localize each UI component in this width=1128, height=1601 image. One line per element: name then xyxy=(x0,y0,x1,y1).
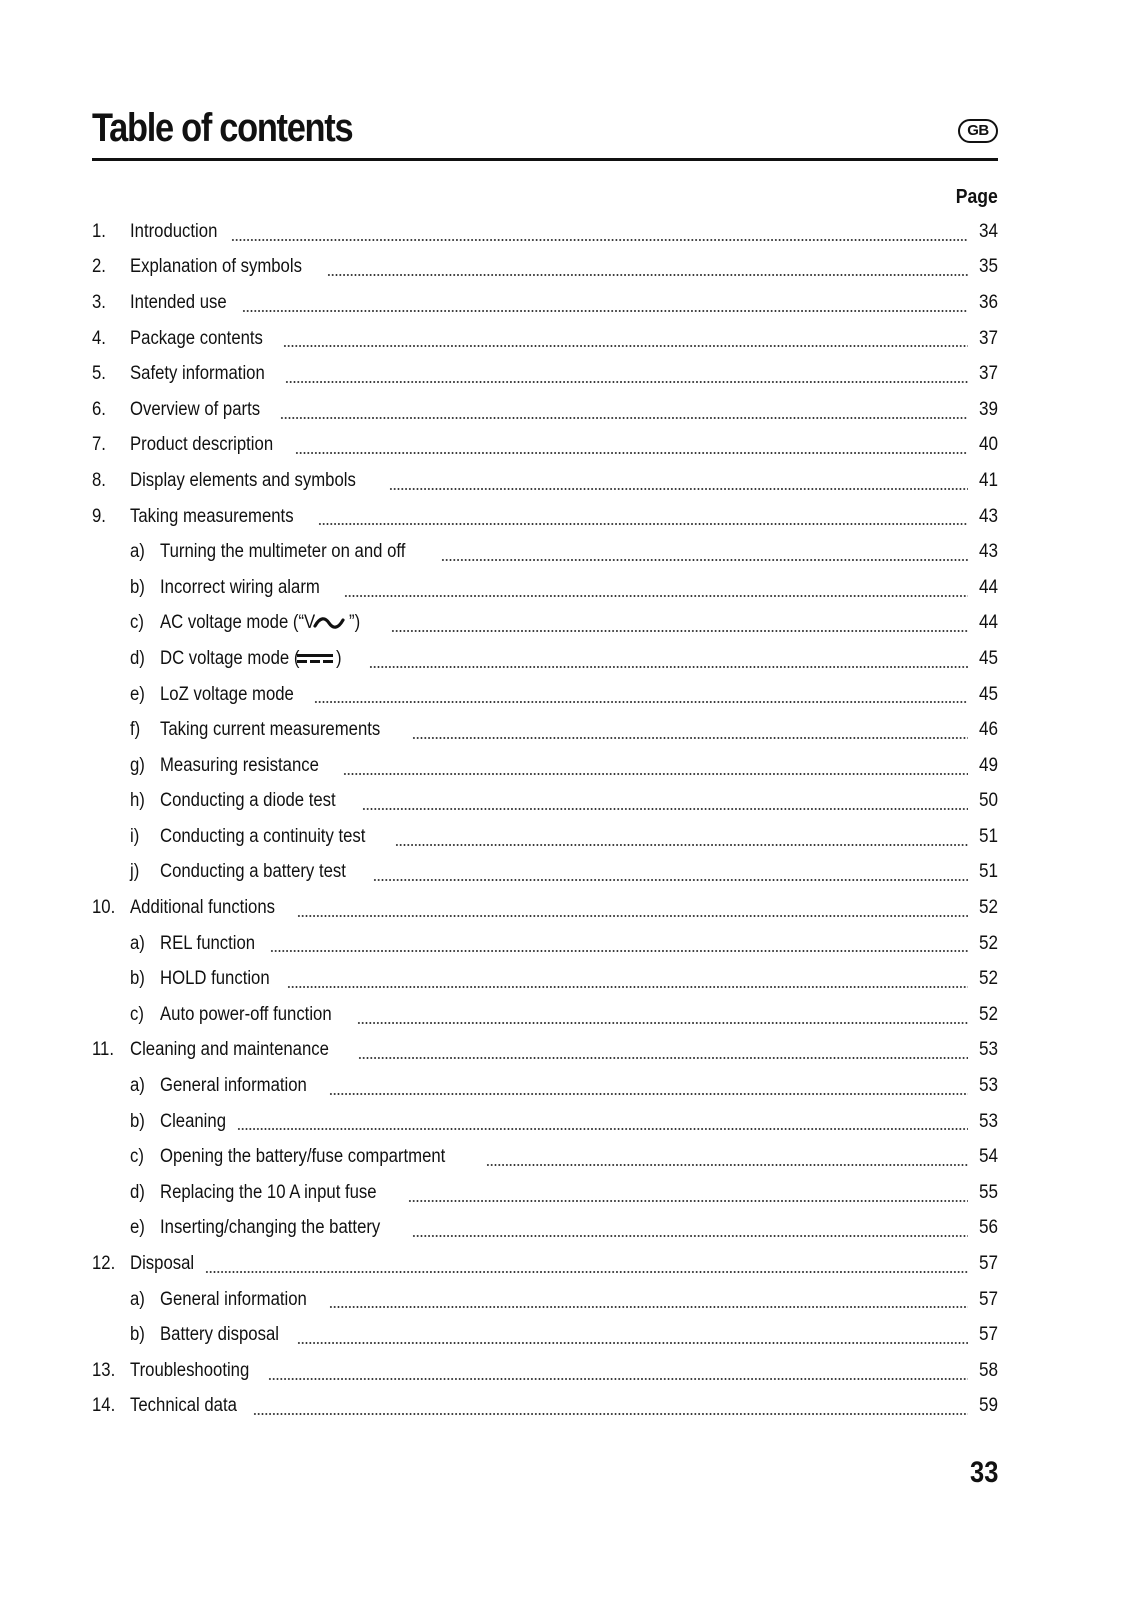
toc-subentry xyxy=(92,570,998,606)
toc-entry-title: Taking current measurements xyxy=(160,719,381,741)
toc-entry-title-group xyxy=(160,1004,355,1026)
toc-entry-title: Conducting a battery test xyxy=(160,861,346,883)
toc-entry-number: 5. xyxy=(92,363,106,385)
toc-entry-title-group xyxy=(160,968,285,990)
dot-leader xyxy=(205,1271,968,1273)
page-number: 33 xyxy=(969,1456,998,1489)
toc-entry-page: 34 xyxy=(978,220,998,242)
toc-entry-title-group xyxy=(160,1182,406,1204)
dot-leader xyxy=(344,595,968,597)
dot-leader xyxy=(314,701,968,703)
toc-entry-title-group xyxy=(160,861,371,883)
toc-entry-title-group xyxy=(130,1360,266,1382)
page-title: Table of contents xyxy=(92,106,353,150)
toc-subentry-letter: d) xyxy=(130,647,145,669)
toc-subentry xyxy=(92,926,998,962)
toc-entry-title-group xyxy=(160,1075,327,1097)
toc-entry-title: HOLD function xyxy=(160,968,270,990)
toc-entry xyxy=(92,214,998,250)
toc-entry-page: 57 xyxy=(978,1324,998,1346)
dot-leader xyxy=(297,1342,968,1344)
toc-entry-title-group xyxy=(160,719,410,741)
toc-subentry xyxy=(92,819,998,855)
toc-subentry-letter: a) xyxy=(130,1075,145,1097)
language-badge: GB xyxy=(958,119,998,143)
toc-entry-title: Package contents xyxy=(130,327,263,349)
toc-subentry xyxy=(92,1211,998,1247)
toc-entry-title-group xyxy=(130,506,316,528)
toc-entry-title-group xyxy=(160,1146,484,1168)
toc-entry-title-group xyxy=(160,541,439,563)
toc-entry-page: 56 xyxy=(978,1217,998,1239)
dot-leader xyxy=(362,808,968,810)
toc-entry-title: DC voltage mode ( xyxy=(160,647,300,669)
toc-entry-page: 39 xyxy=(978,398,998,420)
toc-entry-page: 45 xyxy=(978,647,998,669)
toc-entry-number: 13. xyxy=(92,1359,116,1381)
toc-entry-title: Turning the multimeter on and off xyxy=(160,541,406,563)
toc-entry-title-group xyxy=(130,221,229,243)
toc-entry-number: 11. xyxy=(92,1039,115,1061)
toc-entry-page: 43 xyxy=(978,505,998,527)
dot-leader xyxy=(486,1164,968,1166)
toc-entry-title-group xyxy=(130,1395,251,1417)
toc-entry-title: Cleaning and maintenance xyxy=(130,1039,329,1061)
toc-entry-title: Technical data xyxy=(130,1395,237,1417)
dot-leader xyxy=(329,1306,968,1308)
toc-subentry-letter: g) xyxy=(130,754,145,776)
toc-entry-title: Display elements and symbols xyxy=(130,469,356,491)
dot-leader xyxy=(391,630,968,632)
toc-entry-title: Opening the battery/fuse compartment xyxy=(160,1146,446,1168)
toc-entry-page: 35 xyxy=(978,256,998,278)
dot-leader xyxy=(358,1057,968,1059)
toc-subentry xyxy=(92,534,998,570)
toc-entry-title-group xyxy=(130,1039,356,1061)
toc-entry-title-group xyxy=(130,363,283,385)
dot-leader xyxy=(408,1200,968,1202)
dot-leader xyxy=(343,773,968,775)
dot-leader xyxy=(283,345,968,347)
toc-entry-page: 51 xyxy=(978,861,998,883)
dot-leader xyxy=(297,915,968,917)
toc-entry-title: Taking measurements xyxy=(130,505,294,527)
toc-entry-page: 52 xyxy=(978,897,998,919)
toc-entry-title-group xyxy=(130,292,240,314)
table-of-contents xyxy=(92,214,998,1424)
toc-entry-page: 40 xyxy=(978,434,998,456)
toc-entry-title: Introduction xyxy=(130,220,218,242)
toc-subentry-letter: a) xyxy=(130,932,145,954)
dot-leader xyxy=(287,986,968,988)
toc-subentry xyxy=(92,1317,998,1353)
toc-entry-title: Troubleshooting xyxy=(130,1359,250,1381)
toc-entry-number: 10. xyxy=(92,897,116,919)
toc-entry-page: 50 xyxy=(978,790,998,812)
ac-tilde-icon xyxy=(313,615,345,631)
toc-subentry-letter: h) xyxy=(130,790,145,812)
dot-leader xyxy=(441,559,968,561)
toc-entry-page: 53 xyxy=(978,1039,998,1061)
dc-symbol-icon xyxy=(296,652,334,666)
toc-entry-page: 53 xyxy=(978,1075,998,1097)
dot-leader xyxy=(253,1413,968,1415)
toc-subentry-letter: b) xyxy=(130,1324,145,1346)
toc-entry-page: 44 xyxy=(978,576,998,598)
toc-entry-title-suffix: ) xyxy=(335,647,342,669)
toc-subentry xyxy=(92,1104,998,1140)
toc-entry-page: 57 xyxy=(978,1253,998,1275)
dot-leader xyxy=(369,666,968,668)
toc-entry xyxy=(92,1033,998,1069)
toc-entry xyxy=(92,250,998,286)
toc-entry-title: LoZ voltage mode xyxy=(160,683,294,705)
toc-entry-title-group xyxy=(160,933,268,955)
toc-entry-title: Battery disposal xyxy=(160,1324,279,1346)
toc-subentry xyxy=(92,961,998,997)
dot-leader xyxy=(327,274,968,276)
toc-subentry-letter: c) xyxy=(130,1146,144,1168)
toc-entry-page: 51 xyxy=(978,825,998,847)
toc-entry-title: REL function xyxy=(160,932,256,954)
toc-entry-title: Product description xyxy=(130,434,274,456)
toc-entry-number: 8. xyxy=(92,469,106,491)
dot-leader xyxy=(412,1235,968,1237)
toc-entry xyxy=(92,428,998,464)
toc-entry-page: 55 xyxy=(978,1181,998,1203)
toc-entry-page: 36 xyxy=(978,291,998,313)
toc-subentry xyxy=(92,606,998,642)
toc-entry xyxy=(92,285,998,321)
toc-entry-title: General information xyxy=(160,1075,307,1097)
toc-subentry-letter: c) xyxy=(130,1003,144,1025)
toc-entry-page: 44 xyxy=(978,612,998,634)
toc-entry xyxy=(92,1353,998,1389)
toc-entry-title-group xyxy=(160,648,367,670)
toc-entry-title: Intended use xyxy=(130,291,227,313)
toc-entry-page: 52 xyxy=(978,968,998,990)
dot-leader xyxy=(280,417,968,419)
toc-entry-title-group xyxy=(160,1289,327,1311)
toc-subentry-letter: a) xyxy=(130,541,145,563)
toc-entry-title-group xyxy=(130,399,278,421)
toc-subentry xyxy=(92,855,998,891)
toc-subentry xyxy=(92,1068,998,1104)
toc-entry-title: Safety information xyxy=(130,363,265,385)
toc-entry-title-group xyxy=(160,755,341,777)
toc-subentry-letter: b) xyxy=(130,1110,145,1132)
toc-entry xyxy=(92,392,998,428)
toc-entry-number: 3. xyxy=(92,291,106,313)
toc-entry-page: 52 xyxy=(978,1003,998,1025)
toc-entry-number: 9. xyxy=(92,505,106,527)
toc-entry-title: Cleaning xyxy=(160,1110,226,1132)
dot-leader xyxy=(412,737,968,739)
dot-leader xyxy=(270,950,968,952)
toc-entry xyxy=(92,463,998,499)
toc-entry xyxy=(92,321,998,357)
toc-subentry-letter: b) xyxy=(130,968,145,990)
toc-subentry-letter: d) xyxy=(130,1181,145,1203)
toc-entry-title-group xyxy=(130,1253,203,1275)
toc-subentry-letter: j) xyxy=(130,861,140,883)
dot-leader xyxy=(231,239,968,241)
toc-entry-page: 57 xyxy=(978,1288,998,1310)
toc-entry-title: AC voltage mode (“V xyxy=(160,612,316,634)
toc-subentry-letter: f) xyxy=(130,719,141,741)
toc-entry-title-group xyxy=(160,1324,295,1346)
toc-entry-page: 37 xyxy=(978,363,998,385)
toc-entry-page: 43 xyxy=(978,541,998,563)
toc-entry-title-suffix: ”) xyxy=(348,612,361,634)
dot-leader xyxy=(242,310,968,312)
toc-entry xyxy=(92,499,998,535)
toc-entry-title-group xyxy=(130,434,293,456)
toc-entry-title: Inserting/changing the battery xyxy=(160,1217,381,1239)
dot-leader xyxy=(329,1093,968,1095)
toc-subentry xyxy=(92,1175,998,1211)
toc-entry-page: 49 xyxy=(978,754,998,776)
dot-leader xyxy=(373,879,968,881)
toc-subentry-letter: e) xyxy=(130,683,145,705)
toc-subentry-letter: b) xyxy=(130,576,145,598)
toc-entry-title: Overview of parts xyxy=(130,398,261,420)
page-column-label: Page xyxy=(955,186,998,208)
toc-entry-title-group xyxy=(160,790,360,812)
toc-entry-title-group xyxy=(130,897,295,919)
toc-entry-page: 45 xyxy=(978,683,998,705)
toc-entry-title-group xyxy=(160,826,393,848)
dot-leader xyxy=(295,452,968,454)
toc-entry-page: 59 xyxy=(978,1395,998,1417)
dot-leader xyxy=(268,1378,968,1380)
toc-entry-number: 7. xyxy=(92,434,106,456)
dot-leader xyxy=(389,488,968,490)
toc-entry-title: Replacing the 10 A input fuse xyxy=(160,1181,377,1203)
toc-entry-title-group xyxy=(160,612,389,634)
toc-entry-page: 54 xyxy=(978,1146,998,1168)
toc-subentry-letter: c) xyxy=(130,612,144,634)
toc-entry-title: Incorrect wiring alarm xyxy=(160,576,320,598)
toc-entry-title: Conducting a diode test xyxy=(160,790,336,812)
toc-entry xyxy=(92,1246,998,1282)
toc-entry xyxy=(92,890,998,926)
dot-leader xyxy=(318,523,968,525)
toc-entry-page: 53 xyxy=(978,1110,998,1132)
toc-entry-title: Additional functions xyxy=(130,897,276,919)
dot-leader xyxy=(395,844,968,846)
toc-entry-title: Disposal xyxy=(130,1253,195,1275)
toc-subentry xyxy=(92,748,998,784)
toc-subentry xyxy=(92,997,998,1033)
toc-entry-title-group xyxy=(160,684,312,706)
toc-entry-page: 41 xyxy=(978,469,998,491)
toc-entry xyxy=(92,1389,998,1425)
toc-entry-number: 1. xyxy=(92,220,106,242)
toc-entry xyxy=(92,356,998,392)
toc-entry-title: Conducting a continuity test xyxy=(160,825,366,847)
toc-entry-title: Auto power-off function xyxy=(160,1003,332,1025)
toc-entry-title: General information xyxy=(160,1288,307,1310)
toc-subentry-letter: i) xyxy=(130,825,140,847)
toc-subentry xyxy=(92,1139,998,1175)
toc-entry-title-group xyxy=(130,470,387,492)
toc-entry-title-group xyxy=(160,577,342,599)
toc-subentry xyxy=(92,712,998,748)
toc-entry-title-group xyxy=(130,256,325,278)
toc-entry-number: 14. xyxy=(92,1395,116,1417)
toc-subentry-letter: e) xyxy=(130,1217,145,1239)
toc-subentry-letter: a) xyxy=(130,1288,145,1310)
toc-subentry xyxy=(92,784,998,820)
toc-entry-page: 52 xyxy=(978,932,998,954)
toc-entry-title: Explanation of symbols xyxy=(130,256,302,278)
toc-entry-number: 4. xyxy=(92,327,106,349)
toc-subentry xyxy=(92,1282,998,1318)
toc-entry-page: 37 xyxy=(978,327,998,349)
toc-entry-title-group xyxy=(130,328,281,350)
toc-entry-number: 12. xyxy=(92,1253,116,1275)
toc-entry-page: 58 xyxy=(978,1359,998,1381)
page-header xyxy=(92,104,998,161)
toc-entry-title-group xyxy=(160,1217,410,1239)
toc-entry-title: Measuring resistance xyxy=(160,754,319,776)
toc-entry-page: 46 xyxy=(978,719,998,741)
toc-subentry xyxy=(92,677,998,713)
dot-leader xyxy=(357,1022,968,1024)
dot-leader xyxy=(237,1128,968,1130)
toc-entry-number: 2. xyxy=(92,256,106,278)
toc-entry-number: 6. xyxy=(92,398,106,420)
toc-entry-title-group xyxy=(160,1111,235,1133)
toc-subentry xyxy=(92,641,998,677)
dot-leader xyxy=(285,381,968,383)
